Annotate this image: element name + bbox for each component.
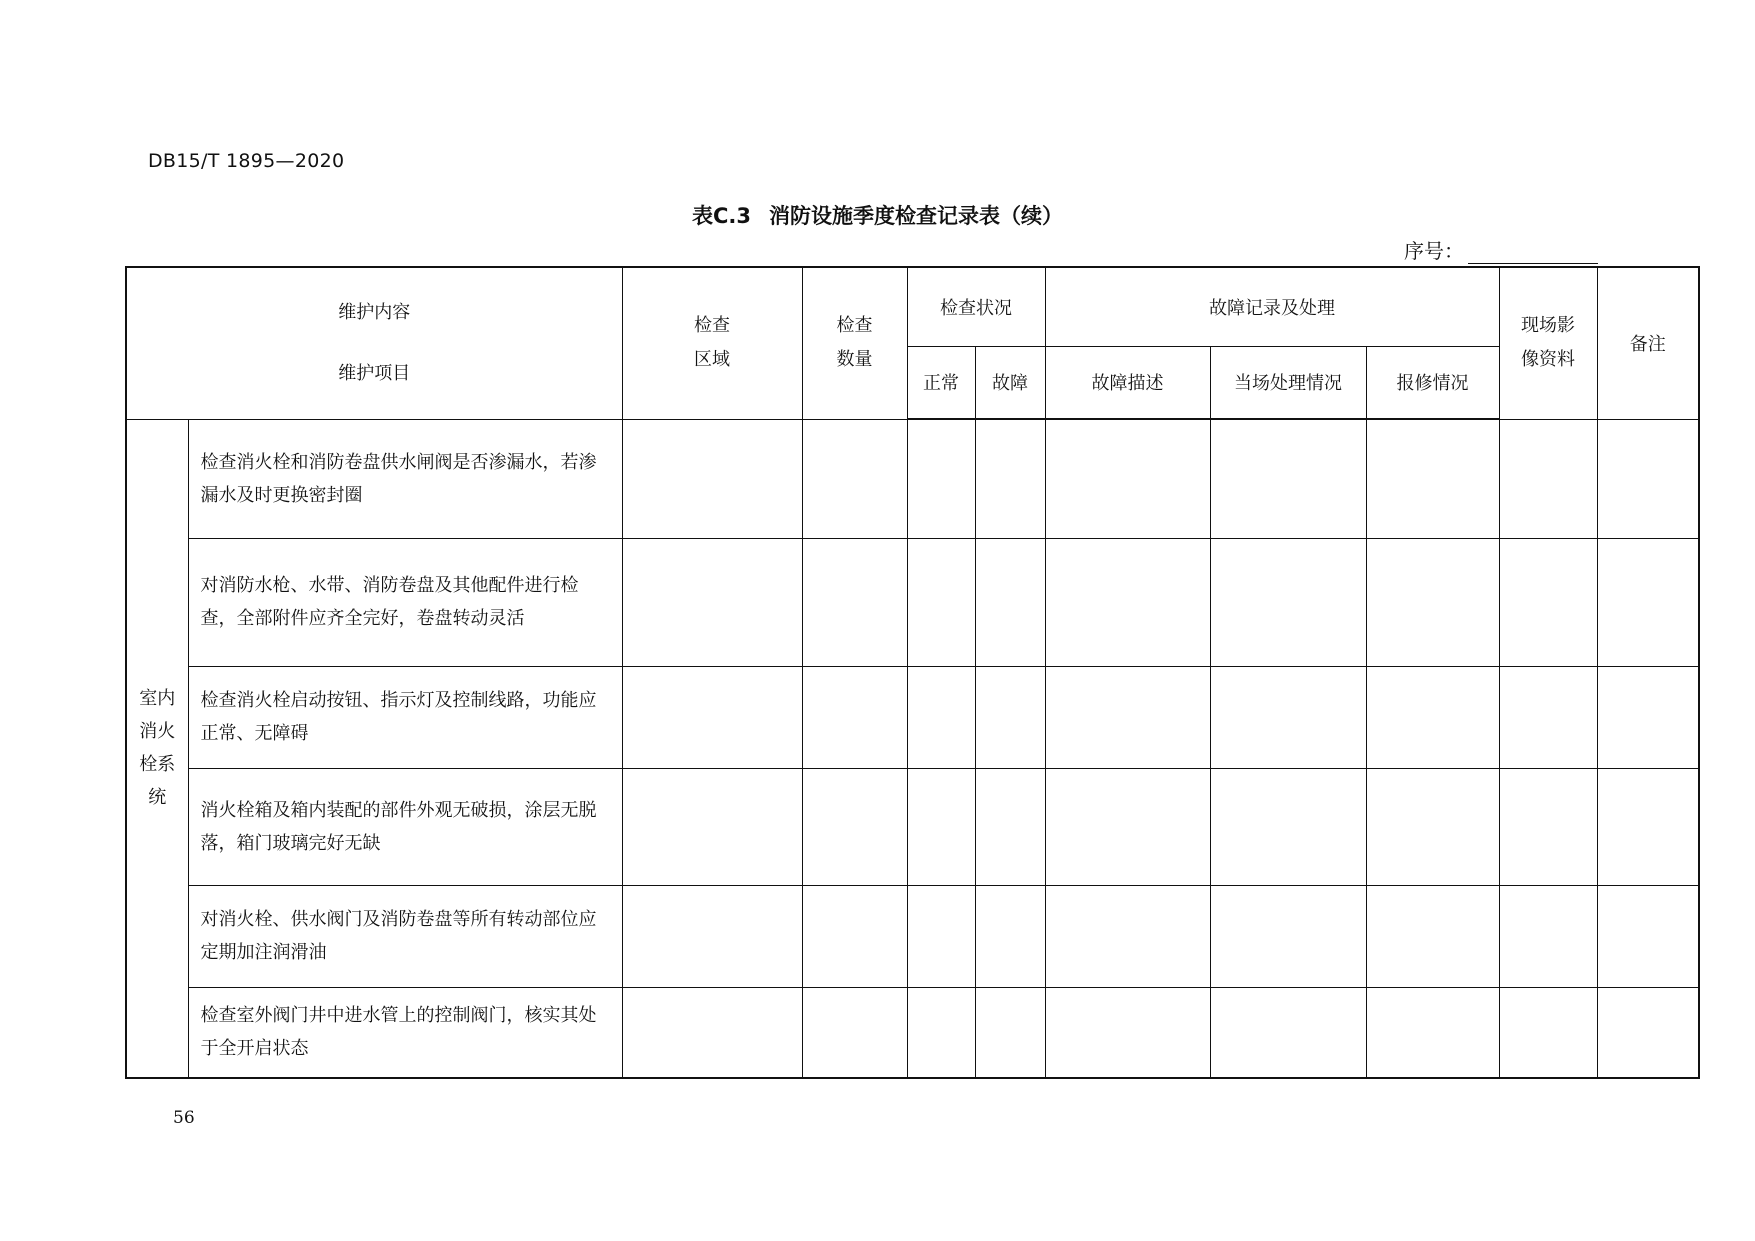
remarks-cell[interactable] <box>1597 419 1699 538</box>
onsite-header: 当场处理情况 <box>1210 346 1366 419</box>
check-qty-header <box>802 267 907 419</box>
check-area-cell[interactable] <box>622 768 802 885</box>
status-fault-cell[interactable] <box>975 885 1045 987</box>
page-number: 56 <box>173 1108 195 1128</box>
check-area-cell[interactable] <box>622 666 802 768</box>
check-area-cell[interactable] <box>622 885 802 987</box>
check-qty-cell[interactable] <box>802 538 907 666</box>
status-fault-cell[interactable] <box>975 768 1045 885</box>
status-normal-cell[interactable] <box>907 987 975 1078</box>
status-fault-cell[interactable] <box>975 538 1045 666</box>
onsite-cell[interactable] <box>1210 538 1366 666</box>
fault-desc-cell[interactable] <box>1045 768 1210 885</box>
category-cell <box>126 419 188 1078</box>
remarks-cell[interactable] <box>1597 885 1699 987</box>
media-cell[interactable] <box>1499 538 1597 666</box>
fault-desc-cell[interactable] <box>1045 885 1210 987</box>
repair-cell[interactable] <box>1366 538 1499 666</box>
repair-cell[interactable] <box>1366 987 1499 1078</box>
onsite-cell[interactable] <box>1210 987 1366 1078</box>
remarks-cell[interactable] <box>1597 987 1699 1078</box>
status-normal-cell[interactable] <box>907 419 975 538</box>
check-qty-cell[interactable] <box>802 419 907 538</box>
category-line: 消火 <box>139 721 176 743</box>
media-cell[interactable] <box>1499 768 1597 885</box>
table-row <box>126 666 1699 768</box>
onsite-cell[interactable] <box>1210 666 1366 768</box>
remarks-cell[interactable] <box>1597 666 1699 768</box>
repair-cell[interactable] <box>1366 885 1499 987</box>
remarks-cell[interactable] <box>1597 538 1699 666</box>
media-cell[interactable] <box>1499 987 1597 1078</box>
maintenance-item: 检查室外阀门井中进水管上的控制阀门，核实其处于全开启状态 <box>188 987 622 1078</box>
maint-content-header: 维护内容 <box>338 302 411 323</box>
check-qty-line1: 检查 <box>836 315 873 337</box>
table-row <box>126 419 1699 538</box>
category-line: 统 <box>148 787 167 809</box>
maintenance-item: 检查消火栓启动按钮、指示灯及控制线路，功能应正常、无障碍 <box>188 666 622 768</box>
status-normal-cell[interactable] <box>907 768 975 885</box>
media-header <box>1499 267 1597 419</box>
table-title <box>0 200 1755 230</box>
fault-desc-cell[interactable] <box>1045 538 1210 666</box>
maintenance-item: 对消防水枪、水带、消防卷盘及其他配件进行检查，全部附件应齐全完好，卷盘转动灵活 <box>188 538 622 666</box>
check-qty-cell[interactable] <box>802 987 907 1078</box>
fault-desc-cell[interactable] <box>1045 666 1210 768</box>
serial-blank-line[interactable] <box>1468 241 1598 264</box>
serial-label: 序号： <box>1404 239 1464 263</box>
category-line: 栓系 <box>139 754 176 776</box>
remarks-cell[interactable] <box>1597 768 1699 885</box>
fault-desc-cell[interactable] <box>1045 419 1210 538</box>
table-row <box>126 987 1699 1078</box>
media-cell[interactable] <box>1499 666 1597 768</box>
fault-desc-header: 故障描述 <box>1045 346 1210 419</box>
fault-desc-cell[interactable] <box>1045 987 1210 1078</box>
media-line2: 像资料 <box>1521 349 1576 371</box>
check-qty-cell[interactable] <box>802 885 907 987</box>
media-cell[interactable] <box>1499 885 1597 987</box>
check-area-line1: 检查 <box>694 315 730 337</box>
onsite-cell[interactable] <box>1210 885 1366 987</box>
status-header: 检查状况 <box>907 267 1045 346</box>
status-normal-cell[interactable] <box>907 538 975 666</box>
check-qty-cell[interactable] <box>802 666 907 768</box>
repair-cell[interactable] <box>1366 419 1499 538</box>
serial-number-field <box>1404 235 1598 264</box>
remarks-header: 备注 <box>1597 267 1699 419</box>
standard-code: DB15/T 1895—2020 <box>148 150 345 172</box>
check-area-cell[interactable] <box>622 987 802 1078</box>
repair-header: 报修情况 <box>1366 346 1499 419</box>
status-fault-cell[interactable] <box>975 419 1045 538</box>
status-normal-cell[interactable] <box>907 885 975 987</box>
check-area-header <box>622 267 802 419</box>
check-area-cell[interactable] <box>622 419 802 538</box>
status-normal-cell[interactable] <box>907 666 975 768</box>
media-cell[interactable] <box>1499 419 1597 538</box>
maintenance-item: 检查消火栓和消防卷盘供水闸阀是否渗漏水，若渗漏水及时更换密封圈 <box>188 419 622 538</box>
status-fault-cell[interactable] <box>975 666 1045 768</box>
media-line1: 现场影 <box>1521 315 1576 337</box>
onsite-cell[interactable] <box>1210 768 1366 885</box>
check-qty-cell[interactable] <box>802 768 907 885</box>
check-area-cell[interactable] <box>622 538 802 666</box>
status-fault-header: 故障 <box>975 346 1045 419</box>
status-normal-header: 正常 <box>907 346 975 419</box>
inspection-record-table <box>125 266 1700 1079</box>
maint-item-header: 维护项目 <box>338 363 411 384</box>
repair-cell[interactable] <box>1366 768 1499 885</box>
category-line: 室内 <box>139 688 176 710</box>
maintenance-item: 对消火栓、供水阀门及消防卷盘等所有转动部位应定期加注润滑油 <box>188 885 622 987</box>
check-qty-line2: 数量 <box>836 349 873 371</box>
table-number: 表C.3 <box>691 204 751 228</box>
header-row-1 <box>126 267 1699 346</box>
maint-header-cell <box>126 267 622 419</box>
table-row <box>126 885 1699 987</box>
maintenance-item: 消火栓箱及箱内装配的部件外观无破损，涂层无脱落，箱门玻璃完好无缺 <box>188 768 622 885</box>
fault-record-header: 故障记录及处理 <box>1045 267 1499 346</box>
table-row <box>126 768 1699 885</box>
status-fault-cell[interactable] <box>975 987 1045 1078</box>
check-area-line2: 区域 <box>694 349 730 371</box>
repair-cell[interactable] <box>1366 666 1499 768</box>
onsite-cell[interactable] <box>1210 419 1366 538</box>
table-row <box>126 538 1699 666</box>
table-title-text: 消防设施季度检查记录表（续） <box>769 204 1063 228</box>
